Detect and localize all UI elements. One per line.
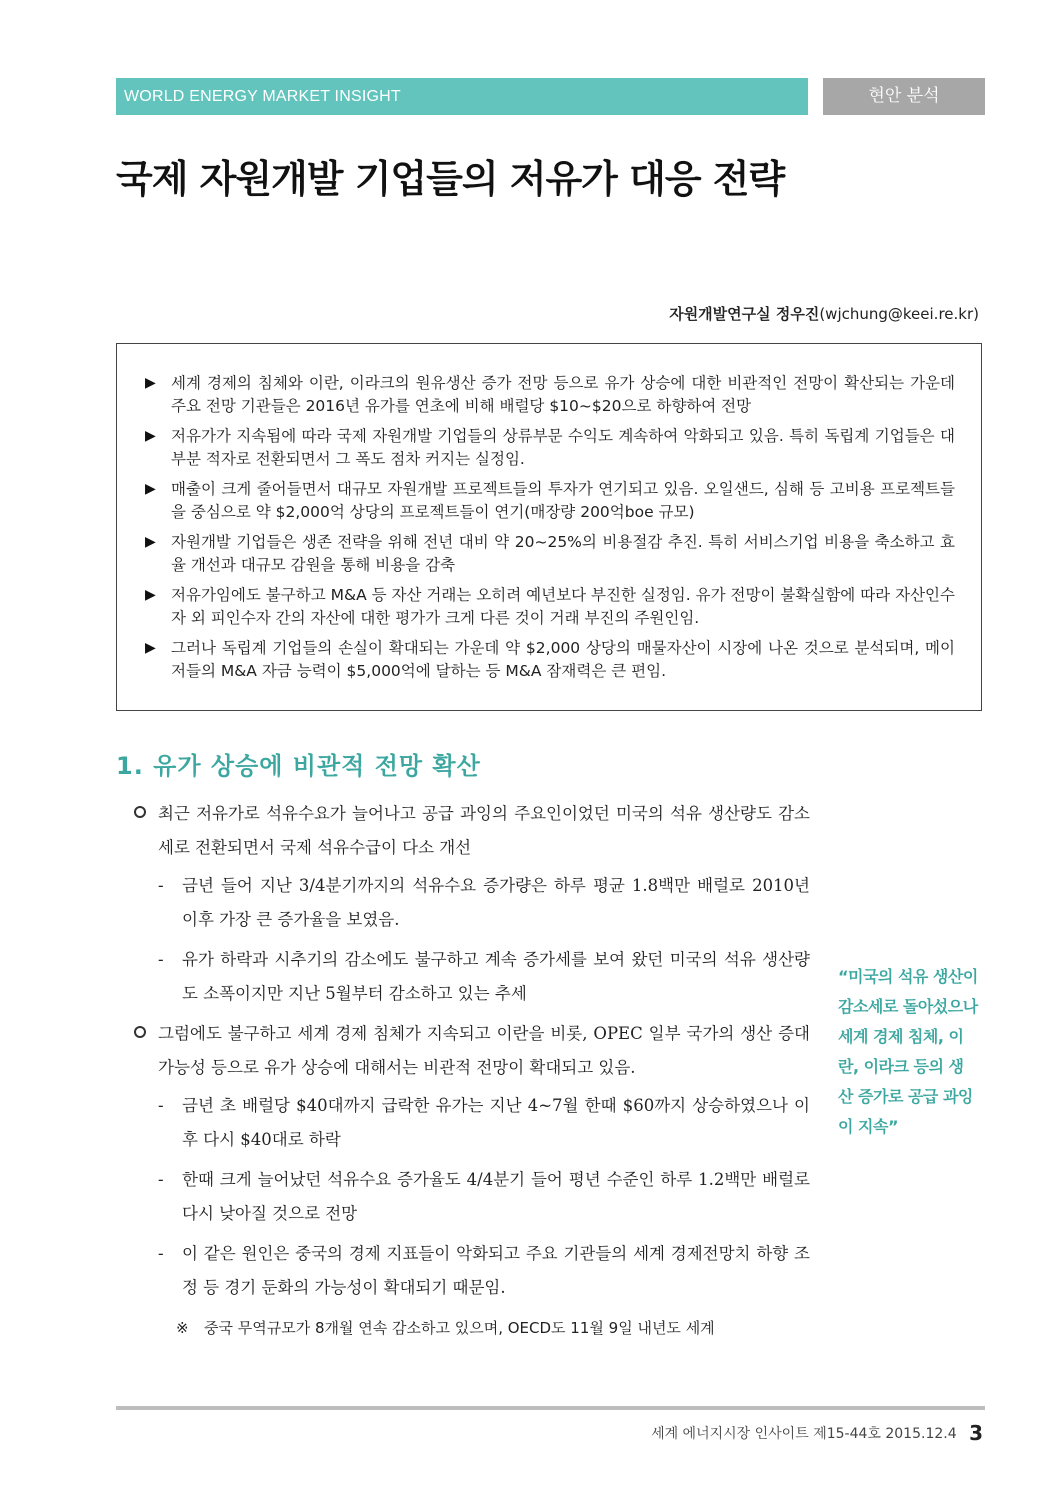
body-column bbox=[132, 797, 810, 1345]
paragraph-text: 금년 초 배럴당 $40대까지 급락한 유가는 지난 4~7월 한때 $60까지 상승하였으나 이후 다시 $40대로 하락 bbox=[182, 1096, 810, 1149]
summary-item bbox=[145, 372, 955, 418]
page-title: 국제 자원개발 기업들의 저유가 대응 전략 bbox=[116, 157, 785, 201]
summary-item bbox=[145, 531, 955, 577]
summary-box bbox=[116, 343, 982, 711]
dash-bullet-paragraph bbox=[132, 1163, 810, 1231]
triangle-bullet-icon: ▶ bbox=[145, 481, 156, 497]
circle-bullet-icon bbox=[134, 1026, 146, 1038]
footer-divider bbox=[116, 1406, 985, 1410]
summary-item bbox=[145, 584, 955, 630]
triangle-bullet-icon: ▶ bbox=[145, 375, 156, 391]
paragraph-text: 금년 들어 지난 3/4분기까지의 석유수요 증가량은 하루 평균 1.8백만 배럴로 2010년 이후 가장 큰 증가율을 보였음. bbox=[182, 876, 810, 929]
summary-text: 저유가임에도 불구하고 M&A 등 자산 거래는 오히려 예년보다 부진한 실정임. 유가 전망이 불확실함에 따라 자산인수자 외 피인수자 간의 자산에 대한 평가가 크게 다른 것이 거래 부진의 주원인임. bbox=[171, 586, 955, 627]
summary-text: 세계 경제의 침체와 이란, 이라크의 원유생산 증가 전망 등으로 유가 상승에 대한 비관적인 전망이 확산되는 가운데 주요 전망 기관들은 2016년 유가를 연초에 비해 배럴당 $10~$20으로 하향하여 전망 bbox=[171, 374, 955, 415]
author-name: 자원개발연구실 정우진 bbox=[669, 305, 820, 323]
reference-mark-icon: ※ bbox=[176, 1319, 189, 1337]
section-tag: 현안 분석 bbox=[823, 78, 985, 115]
triangle-bullet-icon: ▶ bbox=[145, 640, 156, 656]
paragraph-text: 최근 저유가로 석유수요가 늘어나고 공급 과잉의 주요인이었던 미국의 석유 생산량도 감소세로 전환되면서 국제 석유수급이 다소 개선 bbox=[158, 804, 810, 857]
author-email: (wjchung@keei.re.kr) bbox=[819, 305, 979, 323]
section-heading: 1. 유가 상승에 비관적 전망 확산 bbox=[116, 752, 481, 780]
dash-bullet-icon: - bbox=[158, 1170, 164, 1189]
summary-text: 매출이 크게 줄어들면서 대규모 자원개발 프로젝트들의 투자가 연기되고 있음. 오일샌드, 심해 등 고비용 프로젝트들을 중심으로 약 $2,000억 상당의 프로젝트들이 연기(매장량 200억boe 규모) bbox=[171, 480, 955, 521]
dash-bullet-icon: - bbox=[158, 1244, 164, 1263]
pull-quote: “미국의 석유 생산이 감소세로 돌아섰으나 세계 경제 침체, 이란, 이라크 등의 생산 증가로 공급 과잉이 지속” bbox=[838, 967, 978, 1136]
paragraph-text: 유가 하락과 시추기의 감소에도 불구하고 계속 증가세를 보여 왔던 미국의 석유 생산량도 소폭이지만 지난 5월부터 감소하고 있는 추세 bbox=[182, 950, 810, 1003]
summary-text: 저유가가 지속됨에 따라 국제 자원개발 기업들의 상류부문 수익도 계속하여 악화되고 있음. 특히 독립계 기업들은 대부분 적자로 전환되면서 그 폭도 점차 커지는 실정임. bbox=[171, 427, 955, 468]
summary-item bbox=[145, 425, 955, 471]
circle-bullet-paragraph bbox=[132, 797, 810, 865]
paragraph-text: 중국 무역규모가 8개월 연속 감소하고 있으며, OECD도 11월 9일 내년도 세계 bbox=[204, 1319, 715, 1337]
triangle-bullet-icon: ▶ bbox=[145, 534, 156, 550]
circle-bullet-icon bbox=[134, 806, 146, 818]
summary-item bbox=[145, 637, 955, 683]
paragraph-text: 이 같은 원인은 중국의 경제 지표들이 악화되고 주요 기관들의 세계 경제전망치 하향 조정 등 경기 둔화의 가능성이 확대되기 때문임. bbox=[182, 1244, 810, 1297]
dash-bullet-paragraph bbox=[132, 1089, 810, 1157]
paragraph-text: 한때 크게 늘어났던 석유수요 증가율도 4/4분기 들어 평년 수준인 하루 1.2백만 배럴로 다시 낮아질 것으로 전망 bbox=[182, 1170, 810, 1223]
circle-bullet-paragraph bbox=[132, 1017, 810, 1085]
summary-item bbox=[145, 478, 955, 524]
footer-publication: 세계 에너지시장 인사이트 bbox=[651, 1426, 809, 1442]
dash-bullet-icon: - bbox=[158, 1096, 164, 1115]
note-paragraph bbox=[132, 1311, 810, 1345]
footer-issue: 제15-44호 2015.12.4 bbox=[813, 1426, 957, 1442]
dash-bullet-icon: - bbox=[158, 876, 164, 895]
dash-bullet-icon: - bbox=[158, 950, 164, 969]
summary-text: 그러나 독립계 기업들의 손실이 확대되는 가운데 약 $2,000 상당의 매물자산이 시장에 나온 것으로 분석되며, 메이저들의 M&A 자금 능력이 $5,000억에 달하는 등 M&A 잠재력은 큰 편임. bbox=[171, 639, 955, 680]
triangle-bullet-icon: ▶ bbox=[145, 587, 156, 603]
summary-text: 자원개발 기업들은 생존 전략을 위해 전년 대비 약 20~25%의 비용절감 추진. 특히 서비스기업 비용을 축소하고 효율 개선과 대규모 감원을 통해 비용을 감축 bbox=[171, 533, 955, 574]
footer bbox=[651, 1421, 983, 1445]
author-line bbox=[669, 303, 979, 324]
header-banner: WORLD ENERGY MARKET INSIGHT bbox=[116, 78, 808, 115]
page-number: 3 bbox=[969, 1421, 983, 1445]
paragraph-text: 그럼에도 불구하고 세계 경제 침체가 지속되고 이란을 비롯, OPEC 일부 국가의 생산 증대 가능성 등으로 유가 상승에 대해서는 비관적 전망이 확대되고 있음. bbox=[158, 1024, 810, 1077]
dash-bullet-paragraph bbox=[132, 1237, 810, 1305]
dash-bullet-paragraph bbox=[132, 869, 810, 937]
dash-bullet-paragraph bbox=[132, 943, 810, 1011]
triangle-bullet-icon: ▶ bbox=[145, 428, 156, 444]
